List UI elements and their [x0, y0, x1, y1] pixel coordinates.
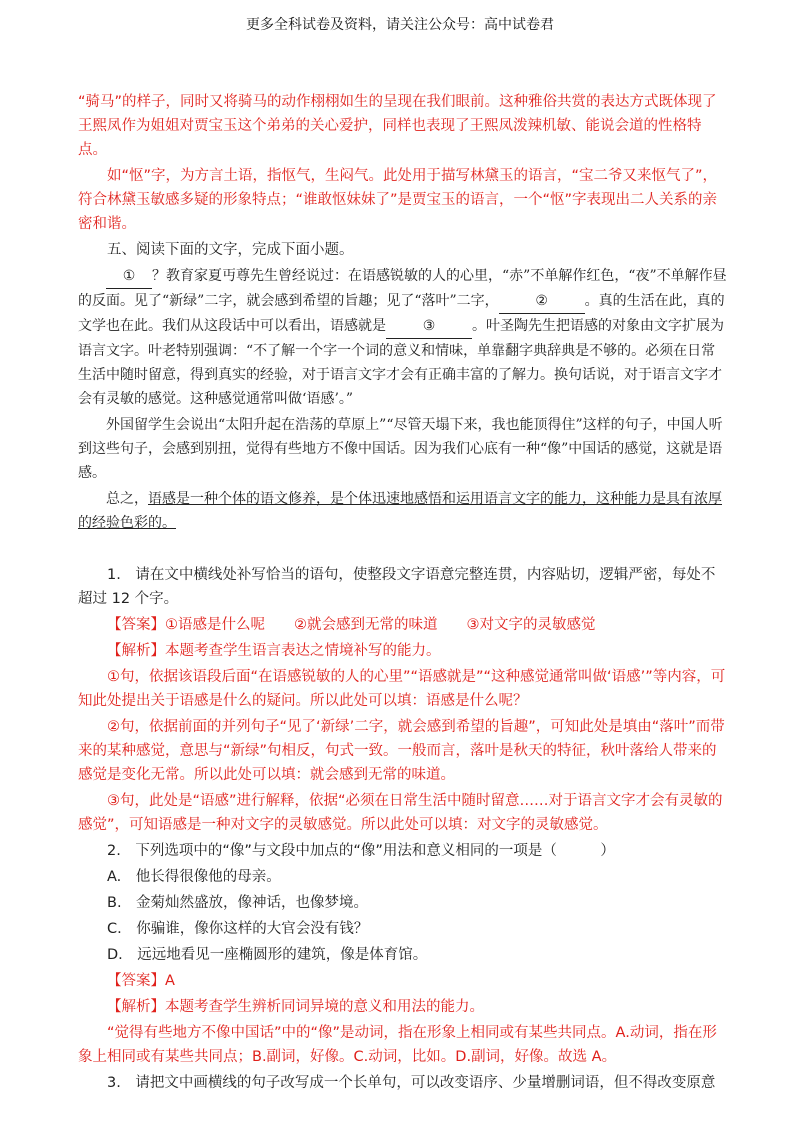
q2-answer: 【答案】A	[107, 973, 175, 989]
q1-explanation-2: ②句，依据前面的并列句子“见了‘新绿’二字，就会感到希望的旨趣”，可知此处是填由“落叶”而带来的某种感觉，意思与“新绿”句相反，句式一致。一般而言，落叶是秋天的特征，秋叶落给人带来的感觉是变化无常。所以此处可以填：就会感到无常的味道。	[78, 719, 725, 783]
q2-option-c: C. 你骗谁，像你这样的大官会没有钱？	[107, 921, 369, 937]
blank-1: ①	[106, 264, 152, 289]
page-header: 更多全科试卷及资料，请关注公众号：高中试卷君	[246, 17, 554, 33]
passage-para-2: 外国留学生会说出“太阳升起在浩荡的草原上”“尽管天塌下来，我也能顶得住”这样的句子，中国人听到这些句子，会感到别扭，觉得有些地方不像中国话。因为我们心底有一种“像”中国话的感觉，这就是语感。	[78, 417, 723, 481]
q1-answer: 【答案】①语感是什么呢 ②就会感到无常的味道 ③对文字的灵敏感觉	[107, 617, 596, 633]
question-2: 2. 下列选项中的“像”与文段中加点的“像”用法和意义相同的一项是（ ）	[107, 843, 615, 859]
q2-analysis: 【解析】本题考查学生辨析同词异境的意义和用法的能力。	[107, 999, 484, 1015]
passage-para-1: ① ？教育家夏丏尊先生曾经说过：在语感锐敏的人的心里，“赤”不单解作红色，“夜”不单解作昼的反面。见了“新绿”二字，就会感到希望的旨趣；见了“落叶”二字， ② 。真的生活在此，真的文学也在此。我们从这段话中可以看出，语感就是 ③ 。叶圣陶先生把语感的对象由文字扩展为语言文字。叶老特别强调：“不了解一个字一个词的意义和情味，单靠翻字典辞典是不够的。必须在日常生活中随时留意，得到真实的经验，对于语言文字才会有正确丰富的了解力。换句话说，对于语言文字才会有灵敏的感觉。这种感觉通常叫做‘语感’。”	[78, 264, 728, 411]
q1-explanation-3: ③句，此处是“语感”进行解释，依据“必须在日常生活中随时留意……对于语言文字才会有灵敏的感觉”，可知语感是一种对文字的灵敏感觉。所以此处可以填：对文字的灵敏感觉。	[78, 793, 723, 833]
blank-3: ③	[386, 314, 472, 339]
q2-option-b: B. 金菊灿然盛放，像神话，也像梦境。	[107, 895, 369, 911]
document-body	[78, 90, 728, 1097]
q2-explanation: “觉得有些地方不像中国话”中的“像”是动词，指在形象上相同或有某些共同点。A.动词，指在形象上相同或有某些共同点；B.副词，好像。C.动词，比如。D.副词，好像。故选 A。	[78, 1025, 717, 1065]
q2-option-a: A. 他长得很像他的母亲。	[107, 869, 281, 885]
passage-para-3: 总之，语感是一种个体的语文修养，是个体迅速地感悟和运用语言文字的能力，这种能力是具有浓厚的经验色彩的。	[78, 491, 722, 531]
reading-passage	[78, 264, 728, 535]
prev-analysis-para-1: “骑马”的样子，同时又将骑马的动作栩栩如生的呈现在我们眼前。这种雅俗共赏的表达方式既体现了王熙凤作为姐姐对贾宝玉这个弟弟的关心爱护，同样也表现了王熙凤泼辣机敏、能说会道的性格特点。	[78, 94, 717, 158]
question-3: 3. 请把文中画横线的句子改写成一个长单句，可以改变语序、少量增删词语，但不得改变原意	[107, 1075, 716, 1091]
underlined-sentence: 语感是一种个体的语文修养，是个体迅速地感悟和运用语言文字的能力，这种能力是具有浓厚的经验色彩的。	[78, 491, 722, 531]
question-1: 1. 请在文中横线处补写恰当的语句，使整段文字语意完整连贯，内容贴切，逻辑严密，每处不超过 12 个字。	[78, 567, 716, 607]
blank-2: ②	[499, 289, 585, 314]
q2-option-d: D. 远远地看见一座椭圆形的建筑，像是体育馆。	[107, 947, 428, 963]
q1-explanation-1: ①句，依据该语段后面“在语感锐敏的人的心里”“语感就是”“这种感觉通常叫做‘语感’”等内容，可知此处提出关于语感是什么的疑问。所以此处可以填：语感是什么呢？	[78, 669, 726, 709]
q1-analysis: 【解析】本题考查学生语言表达之情境补写的能力。	[107, 643, 441, 659]
prev-analysis-para-2: 如“怄”字，为方言土语，指怄气，生闷气。此处用于描写林黛玉的语言，“宝二爷又来怄气了”，符合林黛玉敏感多疑的形象特点；“谁敢怄妹妹了”是贾宝玉的语言，一个“怄”字表现出二人关系的亲密和谐。	[78, 168, 718, 232]
section-title: 五、阅读下面的文字，完成下面小题。	[107, 242, 354, 258]
